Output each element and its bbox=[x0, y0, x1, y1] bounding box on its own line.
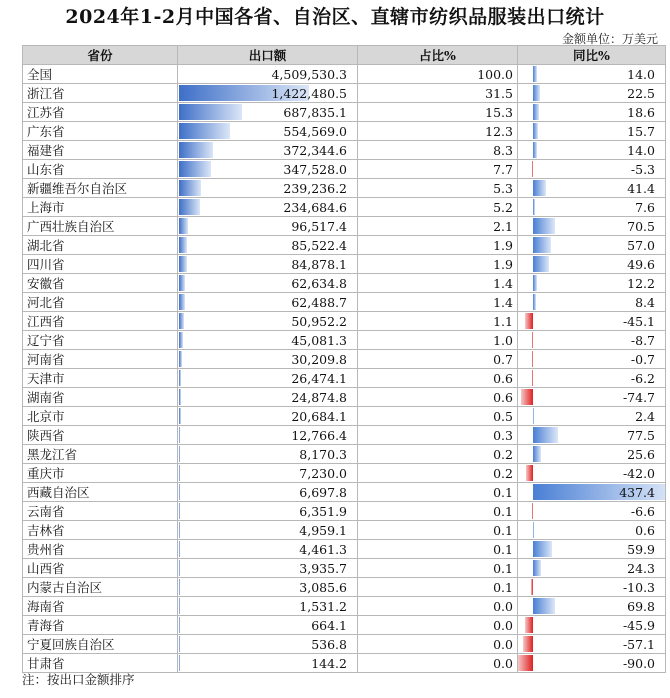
table-row bbox=[23, 198, 666, 217]
table-row bbox=[23, 616, 666, 635]
export-bar bbox=[179, 351, 182, 367]
yoy-positive-bar bbox=[533, 66, 537, 82]
yoy-cell bbox=[518, 388, 666, 407]
yoy-cell bbox=[518, 255, 666, 274]
export-cell bbox=[178, 445, 358, 464]
yoy-cell bbox=[518, 407, 666, 426]
yoy-cell bbox=[518, 597, 666, 616]
share-cell: 31.5 bbox=[358, 84, 518, 103]
yoy-value: 41.4 bbox=[627, 180, 655, 196]
export-cell bbox=[178, 464, 358, 483]
export-value: 347,528.0 bbox=[283, 161, 347, 177]
export-bar bbox=[179, 104, 242, 120]
export-value: 1,531.2 bbox=[299, 598, 347, 614]
export-value: 144.2 bbox=[311, 655, 347, 671]
yoy-cell bbox=[518, 122, 666, 141]
yoy-positive-bar bbox=[533, 560, 541, 576]
province-cell: 江苏省 bbox=[23, 103, 178, 122]
share-cell: 2.1 bbox=[358, 217, 518, 236]
yoy-cell bbox=[518, 179, 666, 198]
export-value: 372,344.6 bbox=[283, 142, 347, 158]
province-cell: 福建省 bbox=[23, 141, 178, 160]
share-cell: 0.0 bbox=[358, 654, 518, 673]
yoy-value: -90.0 bbox=[622, 655, 655, 671]
share-cell: 12.3 bbox=[358, 122, 518, 141]
export-value: 7,230.0 bbox=[299, 465, 347, 481]
yoy-positive-bar bbox=[533, 446, 541, 462]
yoy-cell bbox=[518, 274, 666, 293]
table-row bbox=[23, 540, 666, 559]
export-bar bbox=[179, 598, 180, 614]
yoy-value: -5.3 bbox=[630, 161, 655, 177]
export-bar bbox=[179, 408, 181, 424]
unit-note: 金额单位：万美元 bbox=[561, 32, 658, 46]
export-cell bbox=[178, 122, 358, 141]
yoy-cell bbox=[518, 293, 666, 312]
province-cell: 云南省 bbox=[23, 502, 178, 521]
table-row bbox=[23, 179, 666, 198]
yoy-negative-bar bbox=[531, 579, 533, 595]
province-cell: 宁夏回族自治区 bbox=[23, 635, 178, 654]
province-cell: 吉林省 bbox=[23, 521, 178, 540]
yoy-cell bbox=[518, 654, 666, 673]
export-bar bbox=[179, 655, 180, 671]
province-cell: 四川省 bbox=[23, 255, 178, 274]
table-row bbox=[23, 407, 666, 426]
export-bar bbox=[179, 503, 180, 519]
table-row bbox=[23, 502, 666, 521]
yoy-cell bbox=[518, 445, 666, 464]
export-value: 24,874.8 bbox=[291, 389, 347, 405]
export-bar bbox=[179, 161, 211, 177]
share-cell: 0.1 bbox=[358, 540, 518, 559]
header-export: 出口额 bbox=[178, 46, 358, 65]
yoy-cell bbox=[518, 312, 666, 331]
export-cell bbox=[178, 141, 358, 160]
share-cell: 0.5 bbox=[358, 407, 518, 426]
export-cell bbox=[178, 293, 358, 312]
yoy-positive-bar bbox=[533, 180, 546, 196]
share-cell: 15.3 bbox=[358, 103, 518, 122]
province-cell: 黑龙江省 bbox=[23, 445, 178, 464]
yoy-cell bbox=[518, 217, 666, 236]
export-bar bbox=[179, 465, 180, 481]
export-cell bbox=[178, 597, 358, 616]
yoy-cell bbox=[518, 369, 666, 388]
yoy-value: 2.4 bbox=[635, 408, 655, 424]
province-cell: 北京市 bbox=[23, 407, 178, 426]
share-cell: 0.2 bbox=[358, 445, 518, 464]
export-value: 4,509,530.3 bbox=[271, 66, 347, 82]
share-cell: 0.1 bbox=[358, 483, 518, 502]
export-cell bbox=[178, 502, 358, 521]
yoy-value: 14.0 bbox=[627, 66, 655, 82]
share-cell: 0.3 bbox=[358, 426, 518, 445]
yoy-cell bbox=[518, 578, 666, 597]
yoy-value: 7.6 bbox=[635, 199, 655, 215]
yoy-positive-bar bbox=[533, 294, 536, 310]
table-row bbox=[23, 103, 666, 122]
export-value: 3,085.6 bbox=[299, 579, 347, 595]
province-cell: 陕西省 bbox=[23, 426, 178, 445]
yoy-value: -45.1 bbox=[622, 313, 655, 329]
export-bar bbox=[179, 199, 200, 215]
province-cell: 安徽省 bbox=[23, 274, 178, 293]
yoy-value: 25.6 bbox=[627, 446, 655, 462]
export-cell bbox=[178, 426, 358, 445]
yoy-value: -6.2 bbox=[630, 370, 655, 386]
yoy-cell bbox=[518, 65, 666, 84]
share-cell: 0.0 bbox=[358, 616, 518, 635]
table-row bbox=[23, 369, 666, 388]
yoy-positive-bar bbox=[533, 123, 538, 139]
yoy-cell bbox=[518, 559, 666, 578]
share-cell: 1.4 bbox=[358, 274, 518, 293]
province-cell: 山西省 bbox=[23, 559, 178, 578]
yoy-negative-bar bbox=[532, 161, 533, 177]
export-value: 85,522.4 bbox=[291, 237, 347, 253]
yoy-value: -45.9 bbox=[622, 617, 655, 633]
table-row bbox=[23, 217, 666, 236]
yoy-cell bbox=[518, 502, 666, 521]
export-bar bbox=[179, 484, 180, 500]
export-value: 6,351.9 bbox=[299, 503, 347, 519]
export-value: 4,461.3 bbox=[299, 541, 347, 557]
table-row bbox=[23, 464, 666, 483]
table-row bbox=[23, 141, 666, 160]
share-cell: 5.2 bbox=[358, 198, 518, 217]
yoy-positive-bar bbox=[533, 218, 555, 234]
province-cell: 广东省 bbox=[23, 122, 178, 141]
yoy-cell bbox=[518, 616, 666, 635]
share-cell: 0.1 bbox=[358, 578, 518, 597]
yoy-cell bbox=[518, 331, 666, 350]
yoy-positive-bar bbox=[533, 522, 534, 538]
export-cell bbox=[178, 103, 358, 122]
province-cell: 湖南省 bbox=[23, 388, 178, 407]
yoy-value: -74.7 bbox=[622, 389, 655, 405]
share-cell: 0.0 bbox=[358, 597, 518, 616]
export-value: 50,952.2 bbox=[291, 313, 347, 329]
yoy-negative-bar bbox=[525, 313, 533, 329]
yoy-value: 437.4 bbox=[619, 484, 655, 500]
share-cell: 0.6 bbox=[358, 369, 518, 388]
export-value: 84,878.1 bbox=[291, 256, 347, 272]
export-bar bbox=[179, 446, 180, 462]
export-value: 554,569.0 bbox=[283, 123, 347, 139]
table-row bbox=[23, 445, 666, 464]
share-cell: 1.1 bbox=[358, 312, 518, 331]
share-cell: 0.6 bbox=[358, 388, 518, 407]
export-value: 45,081.3 bbox=[291, 332, 347, 348]
province-cell: 新疆维吾尔自治区 bbox=[23, 179, 178, 198]
table-body bbox=[23, 65, 666, 673]
province-cell: 河南省 bbox=[23, 350, 178, 369]
table-row bbox=[23, 293, 666, 312]
export-bar bbox=[179, 636, 180, 652]
yoy-positive-bar bbox=[533, 85, 540, 101]
province-cell: 重庆市 bbox=[23, 464, 178, 483]
header-province: 省份 bbox=[23, 46, 178, 65]
export-bar bbox=[179, 142, 213, 158]
share-cell: 0.1 bbox=[358, 521, 518, 540]
yoy-cell bbox=[518, 160, 666, 179]
table-row bbox=[23, 331, 666, 350]
yoy-cell bbox=[518, 84, 666, 103]
export-value: 62,488.7 bbox=[291, 294, 347, 310]
yoy-value: 24.3 bbox=[627, 560, 655, 576]
export-bar bbox=[179, 541, 180, 557]
yoy-value: 77.5 bbox=[627, 427, 655, 443]
yoy-value: 59.9 bbox=[627, 541, 655, 557]
export-bar bbox=[179, 256, 187, 272]
province-cell: 广西壮族自治区 bbox=[23, 217, 178, 236]
yoy-cell bbox=[518, 198, 666, 217]
export-bar bbox=[179, 617, 180, 633]
export-bar bbox=[179, 560, 180, 576]
province-cell: 全国 bbox=[23, 65, 178, 84]
province-cell: 贵州省 bbox=[23, 540, 178, 559]
export-bar bbox=[179, 370, 181, 386]
export-cell bbox=[178, 236, 358, 255]
yoy-positive-bar bbox=[533, 598, 555, 614]
yoy-negative-bar bbox=[532, 503, 533, 519]
export-value: 26,474.1 bbox=[291, 370, 347, 386]
province-cell: 西藏自治区 bbox=[23, 483, 178, 502]
export-bar bbox=[179, 427, 180, 443]
export-cell bbox=[178, 559, 358, 578]
province-cell: 河北省 bbox=[23, 293, 178, 312]
yoy-value: 14.0 bbox=[627, 142, 655, 158]
share-cell: 0.2 bbox=[358, 464, 518, 483]
table-row bbox=[23, 236, 666, 255]
share-cell: 0.1 bbox=[358, 502, 518, 521]
yoy-cell bbox=[518, 635, 666, 654]
table-row bbox=[23, 65, 666, 84]
share-cell: 1.9 bbox=[358, 255, 518, 274]
table-row bbox=[23, 122, 666, 141]
yoy-value: -0.7 bbox=[630, 351, 655, 367]
export-bar bbox=[179, 579, 180, 595]
yoy-value: 22.5 bbox=[627, 85, 655, 101]
table-row bbox=[23, 312, 666, 331]
province-cell: 天津市 bbox=[23, 369, 178, 388]
yoy-negative-bar bbox=[526, 465, 533, 481]
yoy-negative-bar bbox=[523, 636, 533, 652]
export-value: 664.1 bbox=[311, 617, 347, 633]
table-row bbox=[23, 350, 666, 369]
export-cell bbox=[178, 217, 358, 236]
yoy-cell bbox=[518, 540, 666, 559]
share-cell: 8.3 bbox=[358, 141, 518, 160]
export-cell bbox=[178, 540, 358, 559]
province-cell: 上海市 bbox=[23, 198, 178, 217]
province-cell: 山东省 bbox=[23, 160, 178, 179]
export-bar bbox=[179, 522, 180, 538]
yoy-negative-bar bbox=[532, 332, 533, 348]
yoy-value: 18.6 bbox=[627, 104, 655, 120]
export-bar bbox=[179, 218, 188, 234]
yoy-value: -42.0 bbox=[622, 465, 655, 481]
province-cell: 甘肃省 bbox=[23, 654, 178, 673]
yoy-value: 49.6 bbox=[627, 256, 655, 272]
export-cell bbox=[178, 635, 358, 654]
export-value: 62,634.8 bbox=[291, 275, 347, 291]
export-value: 8,170.3 bbox=[299, 446, 347, 462]
table-row bbox=[23, 84, 666, 103]
yoy-value: 70.5 bbox=[627, 218, 655, 234]
table-row bbox=[23, 483, 666, 502]
province-cell: 青海省 bbox=[23, 616, 178, 635]
yoy-cell bbox=[518, 236, 666, 255]
table-row bbox=[23, 426, 666, 445]
export-bar bbox=[179, 180, 201, 196]
yoy-positive-bar bbox=[533, 541, 552, 557]
export-cell bbox=[178, 578, 358, 597]
export-value: 96,517.4 bbox=[291, 218, 347, 234]
export-value: 687,835.1 bbox=[283, 104, 347, 120]
export-cell bbox=[178, 65, 358, 84]
export-cell bbox=[178, 179, 358, 198]
yoy-negative-bar bbox=[521, 389, 533, 405]
table-row bbox=[23, 255, 666, 274]
export-bar bbox=[179, 389, 181, 405]
header-share: 占比% bbox=[358, 46, 518, 65]
export-value: 234,684.6 bbox=[283, 199, 347, 215]
table-row bbox=[23, 635, 666, 654]
export-value: 12,766.4 bbox=[291, 427, 347, 443]
export-table bbox=[22, 45, 666, 673]
yoy-positive-bar bbox=[533, 104, 539, 120]
export-cell bbox=[178, 274, 358, 293]
table-row bbox=[23, 578, 666, 597]
province-cell: 江西省 bbox=[23, 312, 178, 331]
yoy-negative-bar bbox=[525, 617, 533, 633]
yoy-value: 57.0 bbox=[627, 237, 655, 253]
export-cell bbox=[178, 369, 358, 388]
yoy-positive-bar bbox=[533, 408, 534, 424]
yoy-positive-bar bbox=[533, 275, 537, 291]
export-value: 239,236.2 bbox=[283, 180, 347, 196]
yoy-value: 0.6 bbox=[635, 522, 655, 538]
yoy-negative-bar bbox=[518, 655, 533, 671]
yoy-negative-bar bbox=[532, 351, 533, 367]
export-cell bbox=[178, 84, 358, 103]
export-bar bbox=[179, 123, 230, 139]
export-value: 4,959.1 bbox=[299, 522, 347, 538]
yoy-value: -8.7 bbox=[630, 332, 655, 348]
yoy-cell bbox=[518, 483, 666, 502]
export-value: 20,684.1 bbox=[291, 408, 347, 424]
table-row bbox=[23, 559, 666, 578]
share-cell: 1.4 bbox=[358, 293, 518, 312]
yoy-cell bbox=[518, 464, 666, 483]
yoy-value: -6.6 bbox=[630, 503, 655, 519]
province-cell: 内蒙古自治区 bbox=[23, 578, 178, 597]
yoy-value: 69.8 bbox=[627, 598, 655, 614]
share-cell: 5.3 bbox=[358, 179, 518, 198]
export-bar bbox=[179, 294, 185, 310]
export-cell bbox=[178, 521, 358, 540]
yoy-cell bbox=[518, 141, 666, 160]
share-cell: 0.1 bbox=[358, 559, 518, 578]
export-value: 3,935.7 bbox=[299, 560, 347, 576]
export-value: 536.8 bbox=[311, 636, 347, 652]
share-cell: 1.0 bbox=[358, 331, 518, 350]
share-cell: 1.9 bbox=[358, 236, 518, 255]
share-cell: 0.0 bbox=[358, 635, 518, 654]
yoy-cell bbox=[518, 103, 666, 122]
yoy-positive-bar bbox=[533, 199, 535, 215]
export-value: 1,422,480.5 bbox=[271, 85, 347, 101]
share-cell: 100.0 bbox=[358, 65, 518, 84]
export-cell bbox=[178, 407, 358, 426]
export-bar bbox=[179, 313, 184, 329]
yoy-negative-bar bbox=[532, 370, 533, 386]
header-yoy: 同比% bbox=[518, 46, 666, 65]
export-cell bbox=[178, 160, 358, 179]
export-cell bbox=[178, 312, 358, 331]
yoy-cell bbox=[518, 350, 666, 369]
table-row bbox=[23, 274, 666, 293]
export-cell bbox=[178, 616, 358, 635]
export-value: 30,209.8 bbox=[291, 351, 347, 367]
header-row bbox=[23, 46, 666, 65]
yoy-positive-bar bbox=[533, 256, 549, 272]
yoy-value: 15.7 bbox=[627, 123, 655, 139]
yoy-positive-bar bbox=[533, 237, 551, 253]
export-bar bbox=[179, 237, 187, 253]
export-cell bbox=[178, 198, 358, 217]
export-cell bbox=[178, 654, 358, 673]
table-row bbox=[23, 597, 666, 616]
footnote: 注：按出口金额排序 bbox=[22, 672, 135, 687]
province-cell: 湖北省 bbox=[23, 236, 178, 255]
export-cell bbox=[178, 350, 358, 369]
share-cell: 0.7 bbox=[358, 350, 518, 369]
table-row bbox=[23, 160, 666, 179]
yoy-value: -10.3 bbox=[622, 579, 655, 595]
export-value: 6,697.8 bbox=[299, 484, 347, 500]
yoy-positive-bar bbox=[533, 142, 537, 158]
yoy-cell bbox=[518, 426, 666, 445]
export-cell bbox=[178, 331, 358, 350]
share-cell: 7.7 bbox=[358, 160, 518, 179]
yoy-cell bbox=[518, 521, 666, 540]
table-row bbox=[23, 521, 666, 540]
yoy-value: 8.4 bbox=[635, 294, 655, 310]
export-bar bbox=[179, 275, 185, 291]
province-cell: 海南省 bbox=[23, 597, 178, 616]
export-cell bbox=[178, 255, 358, 274]
table-row bbox=[23, 388, 666, 407]
page-title: 2024年1-2月中国各省、自治区、直辖市纺织品服装出口统计 bbox=[65, 6, 605, 28]
yoy-value: 12.2 bbox=[627, 275, 655, 291]
province-cell: 辽宁省 bbox=[23, 331, 178, 350]
yoy-positive-bar bbox=[533, 427, 558, 443]
export-cell bbox=[178, 483, 358, 502]
province-cell: 浙江省 bbox=[23, 84, 178, 103]
yoy-value: -57.1 bbox=[622, 636, 655, 652]
export-bar bbox=[179, 332, 183, 348]
export-cell bbox=[178, 388, 358, 407]
